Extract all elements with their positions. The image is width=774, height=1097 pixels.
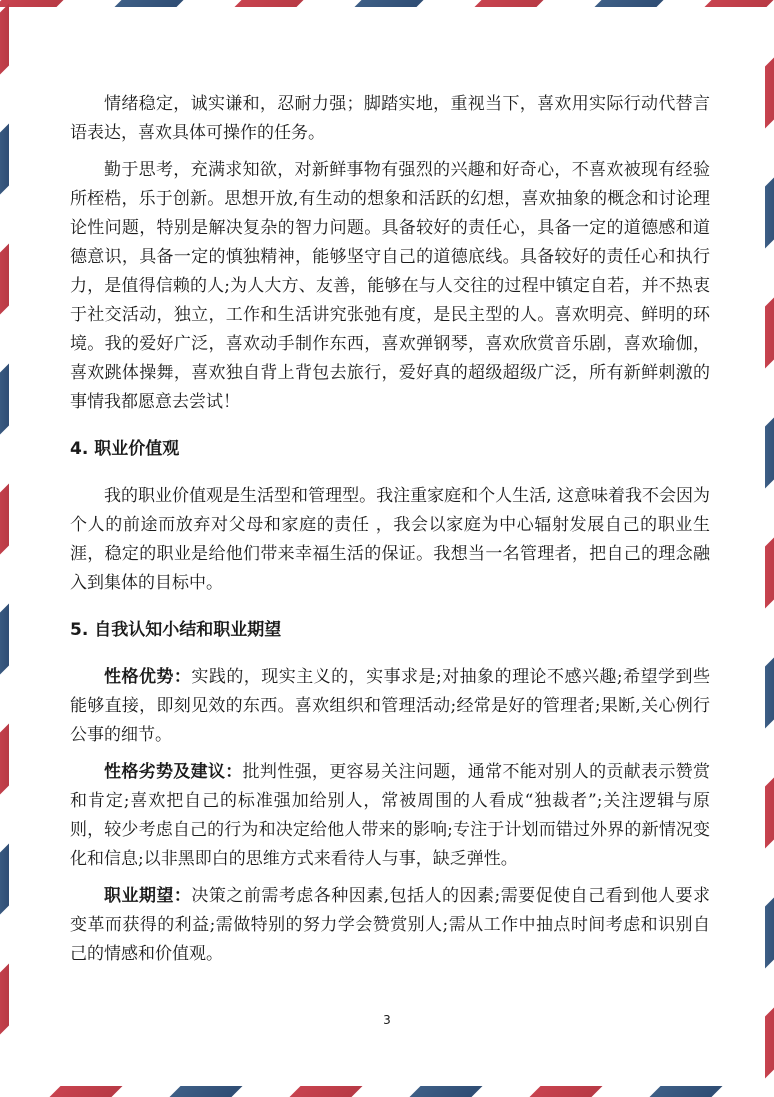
border-stripe — [0, 604, 9, 679]
paragraph-career-expectation — [70, 882, 710, 969]
paragraph-weaknesses — [70, 758, 710, 874]
border-stripe — [0, 4, 9, 79]
border-stripe — [0, 724, 9, 799]
border-stripe — [765, 54, 774, 129]
border-stripe — [765, 534, 774, 609]
border-stripe — [0, 124, 9, 199]
border-stripe — [0, 484, 9, 559]
strengths-label: 性格优势： — [104, 667, 191, 687]
border-stripe — [530, 1086, 603, 1097]
border-stripe — [0, 244, 9, 319]
border-stripe — [765, 894, 774, 969]
border-stripe — [705, 0, 774, 7]
border-stripe — [765, 294, 774, 369]
border-stripe — [50, 1086, 123, 1097]
document-body — [70, 90, 710, 969]
border-stripe — [765, 774, 774, 849]
section-heading-career-values: 4. 职业价值观 — [70, 435, 710, 464]
paragraph-strengths — [70, 663, 710, 750]
paragraph-temperament: 情绪稳定，诚实谦和，忍耐力强；脚踏实地，重视当下，喜欢用实际行动代替言语表达，喜欢具体可操作的任务。 — [70, 90, 710, 148]
weaknesses-text: 批判性强，更容易关注问题，通常不能对别人的贡献表示赞赏和肯定;喜欢把自己的标准强加给别人，常被周围的人看成“独裁者”;关注逻辑与原则，较少考虑自己的行为和决定给他人带来的影响;专注于计划而错过外界的新情况变化和信息;以非黑即白的思维方式来看待人与事，缺乏弹性。 — [70, 762, 710, 869]
weaknesses-label: 性格劣势及建议： — [104, 762, 243, 782]
border-stripe — [765, 174, 774, 249]
page-number: 3 — [0, 1013, 774, 1027]
expectation-text: 决策之前需考虑各种因素,包括人的因素;需要促使自己看到他人要求变革而获得的利益;需做特别的努力学会赞赏别人;需从工作中抽点时间考虑和识别自己的情感和价值观。 — [70, 886, 710, 964]
border-stripe — [0, 964, 9, 1039]
border-stripe — [410, 1086, 483, 1097]
border-stripe — [765, 414, 774, 489]
border-stripe — [290, 1086, 363, 1097]
border-stripe — [650, 1086, 723, 1097]
section-heading-self-summary: 5. 自我认知小结和职业期望 — [70, 616, 710, 645]
border-stripe — [475, 0, 548, 7]
border-stripe — [235, 0, 308, 7]
border-stripe — [170, 1086, 243, 1097]
border-stripe — [0, 0, 68, 7]
border-stripe — [765, 654, 774, 729]
border-stripe — [0, 844, 9, 919]
paragraph-personality: 勤于思考，充满求知欲，对新鲜事物有强烈的兴趣和好奇心，不喜欢被现有经验所桎梏，乐于创新。思想开放,有生动的想象和活跃的幻想，喜欢抽象的概念和讨论理论性问题，特别是解决复杂的智力问题。具备较好的责任心，具备一定的道德感和道德意识，具备一定的慎独精神，能够坚守自己的道德底线。具备较好的责任心和执行力，是值得信赖的人;为人大方、友善，能够在与人交往的过程中镇定自若，并不热衷于社交活动，独立，工作和生活讲究张弛有度，是民主型的人。喜欢明亮、鲜明的环境。我的爱好广泛，喜欢动手制作东西，喜欢弹钢琴，喜欢欣赏音乐剧，喜欢瑜伽，喜欢跳体操舞，喜欢独自背上背包去旅行，爱好真的超级超级广泛，所有新鲜刺激的事情我都愿意去尝试！ — [70, 156, 710, 417]
expectation-label: 职业期望： — [104, 886, 191, 906]
border-stripe — [595, 0, 668, 7]
border-stripe — [115, 0, 188, 7]
border-stripe — [355, 0, 428, 7]
paragraph-career-values: 我的职业价值观是生活型和管理型。我注重家庭和个人生活, 这意味着我不会因为个人的前途而放弃对父母和家庭的责任 ，我会以家庭为中心辐射发展自己的职业生涯，稳定的职业是给他们带来幸福生活的保证。我想当一名管理者，把自己的理念融入到集体的目标中。 — [70, 482, 710, 598]
border-stripe — [0, 364, 9, 439]
strengths-text: 实践的，现实主义的，实事求是;对抽象的理论不感兴趣;希望学到些能够直接，即刻见效的东西。喜欢组织和管理活动;经常是好的管理者;果断,关心例行公事的细节。 — [70, 667, 710, 745]
